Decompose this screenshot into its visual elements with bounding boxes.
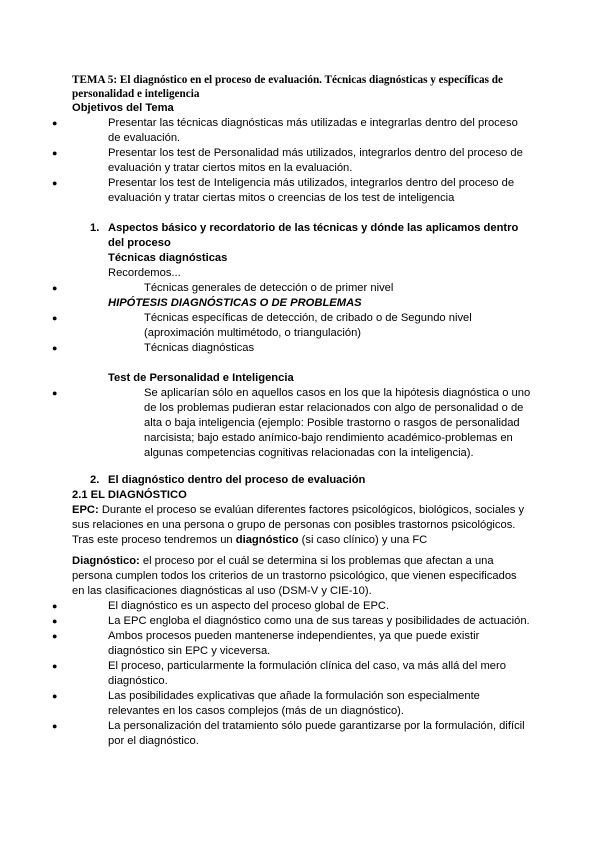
objetivos-list: [72, 116, 532, 206]
list-item: ● Técnicas generales de detección o de primer nivel: [72, 281, 532, 296]
list: [72, 599, 532, 749]
list-item: ● Técnicas específicas de detección, de cribado o de Segundo nivel (aproximación multimétodo, o triangulación): [72, 311, 532, 341]
list-item: ● Presentar los test de Inteligencia más utilizados, integrarlos dentro del proceso de evaluación y tratar ciertas mitos o creencias de los test de inteligencia: [72, 176, 532, 206]
section-number: 1.: [90, 222, 100, 234]
paragraph: Recordemos...: [108, 267, 181, 279]
list-item: ● La EPC engloba el diagnóstico como una de sus tareas y posibilidades de actuación.: [72, 614, 532, 629]
list: [72, 311, 532, 356]
epc-end: (si caso clínico) y una FC: [298, 534, 428, 546]
section-2: [72, 473, 532, 749]
list-item: ● La personalización del tratamiento sólo puede garantizarse por la formulación, difícil por el diagnóstico.: [72, 719, 532, 749]
list: [72, 386, 532, 461]
diag-text: el proceso por el cuál se determina si los problemas que afectan a una persona cumplen todos los criterios de un trastorno psicológico, que vienen especificados en las clasificaciones diagnósticas al uso (DSM-V y CIE-10).: [72, 555, 517, 597]
list-item: ● Presentar las técnicas diagnósticas más utilizadas e integrarlas dentro del proceso de evaluación.: [72, 116, 532, 146]
list: [72, 281, 532, 296]
section-1: [72, 221, 532, 461]
epc-label: EPC:: [72, 504, 99, 516]
list-item: ● Se aplicarían sólo en aquellos casos en los que la hipótesis diagnóstica o uno de los problemas pudieran estar relacionados con algo de personalidad o de alta o baja inteligencia (ejemplo: Posible trastorno o rasgos de personalidad narcisista; bajo estado anímico-bajo rendimiento académico-problemas en algunas competencias cognitivas relacionadas con la inteligencia).: [72, 386, 532, 461]
diag-label: Diagnóstico:: [72, 555, 140, 567]
subsection-heading: 2.1 EL DIAGNÓSTICO: [72, 489, 187, 501]
document-page: [72, 73, 532, 749]
subsection-heading: Técnicas diagnósticas: [108, 252, 228, 264]
objetivos-heading: Objetivos del Tema: [72, 102, 174, 114]
diagnostico-paragraph: [72, 554, 532, 599]
list-item: ● Técnicas diagnósticas: [72, 341, 532, 356]
list-item: ● El proceso, particularmente la formulación clínica del caso, va más allá del mero diagnóstico.: [72, 659, 532, 689]
list-item: ● El diagnóstico es un aspecto del proceso global de EPC.: [72, 599, 532, 614]
section-heading: El diagnóstico dentro del proceso de evaluación: [108, 474, 366, 486]
list-item: ● Las posibilidades explicativas que añade la formulación son especialmente relevantes en los casos complejos (más de un diagnóstico).: [72, 689, 532, 719]
epc-paragraph: [72, 503, 532, 548]
list-item: ● Ambos procesos pueden mantenerse independientes, ya que puede existir diagnóstico sin EPC y viceversa.: [72, 629, 532, 659]
epc-bold: diagnóstico: [235, 534, 299, 546]
section-number: 2.: [90, 474, 100, 486]
hipotesis-heading: HIPÓTESIS DIAGNÓSTICAS O DE PROBLEMAS: [108, 297, 362, 309]
document-title: TEMA 5: El diagnóstico en el proceso de evaluación. Técnicas diagnósticas y específicas de personalidad e inteligencia: [72, 74, 503, 100]
epc-text: Durante el proceso se evalúan diferentes factores psicológicos, biológicos, sociales y sus relaciones en una persona o grupo de personas con posibles trastornos psicológicos. Tras este proceso tendremos un: [72, 504, 525, 546]
list-item: ● Presentar los test de Personalidad más utilizados, integrarlos dentro del proceso de evaluación y tratar ciertos mitos en la evaluación.: [72, 146, 532, 176]
subsection-heading: Test de Personalidad e Inteligencia: [108, 372, 294, 384]
section-heading: Aspectos básico y recordatorio de las técnicas y dónde las aplicamos dentro del proceso: [108, 222, 519, 249]
